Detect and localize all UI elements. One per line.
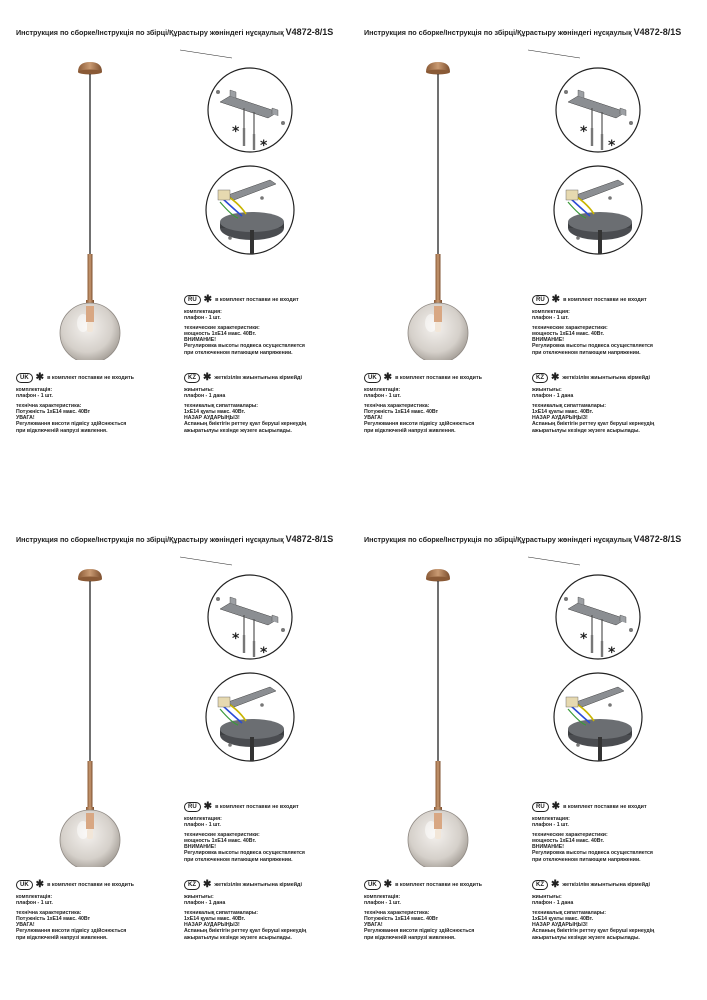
svg-text:*: * [580,124,588,140]
uk-badge: UK [16,373,33,383]
uk-section: UK ✱ в комплект поставки не входить комплектація: плафон - 1 шт. технічна характеристика: Потужність 1хЕ14 макс. 40Вт УВАГА! Регулювання висоти підвісу здійснюється при відключеній напрузі живлення. [364,372,482,434]
asterisk-icon: ✱ [203,294,213,305]
asterisk-icon: ✱ [383,879,393,890]
kz-badge: KZ [184,373,200,383]
ru-note: в комплект поставки не входит [215,296,299,303]
instruction-panel [348,0,694,470]
uk-note: в комплект поставки не входить [47,374,134,381]
kz-section: KZ ✱ жеткізілім жиынтығына кірмейді жиынтығы: плафон - 1 дана техникалық сипаттамалары: 1хЕ14 қуаты макс. 40Вт. НАЗАР АУДАРЫҢЫЗ! Аспаның биіктігін реттеу қуат беруші кернеудің ажыратылуы кезінде жүзеге асырылады. [532,372,655,434]
uk-badge: UK [16,880,33,890]
model-number: V4872-8/1S [633,534,682,544]
mounting-detail-illustration [528,527,678,787]
svg-text:*: * [232,631,240,647]
mounting-detail-illustration [180,527,330,787]
svg-text:*: * [232,124,240,140]
kz-badge: KZ [532,880,548,890]
model-number: V4872-8/1S [633,27,682,37]
kz-badge: KZ [532,373,548,383]
svg-text:*: * [580,631,588,647]
pendant-lamp-illustration [40,40,140,360]
ru-badge: RU [532,802,549,812]
ru-note: в комплект поставки не входит [215,803,299,810]
svg-text:*: * [608,645,616,661]
uk-note: в комплект поставки не входить [395,881,482,888]
ru-section: RU ✱ в комплект поставки не входит комплектация: плафон - 1 шт. технические характеристики: мощность 1хЕ14 макс. 40Вт. ВНИМАНИЕ! Регулировка высоты подвеса осуществляется при отключенном питающем напряжении. [532,294,653,356]
pendant-lamp-illustration [388,40,488,360]
instruction-panel [0,507,346,977]
mounting-detail-illustration [528,20,678,280]
kz-section: KZ ✱ жеткізілім жиынтығына кірмейді жиынтығы: плафон - 1 дана техникалық сипаттамалары: 1хЕ14 қуаты макс. 40Вт. НАЗАР АУДАРЫҢЫЗ! Аспаның биіктігін реттеу қуат беруші кернеудің ажыратылуы кезінде жүзеге асырылады. [184,372,307,434]
kz-section: KZ ✱ жеткізілім жиынтығына кірмейді жиынтығы: плафон - 1 дана техникалық сипаттамалары: 1хЕ14 қуаты макс. 40Вт. НАЗАР АУДАРЫҢЫЗ! Аспаның биіктігін реттеу қуат беруші кернеудің ажыратылуы кезінде жүзеге асырылады. [184,879,307,941]
uk-section: UK ✱ в комплект поставки не входить комплектація: плафон - 1 шт. технічна характеристика: Потужність 1хЕ14 макс. 40Вт УВАГА! Регулювання висоти підвісу здійснюється при відключеній напрузі живлення. [364,879,482,941]
asterisk-icon: ✱ [551,372,560,383]
asterisk-icon: ✱ [203,879,212,890]
ru-note: в комплект поставки не входит [563,803,647,810]
kz-note: жеткізілім жиынтығына кірмейді [214,881,302,888]
model-number: V4872-8/1S [285,27,334,37]
ru-badge: RU [184,802,201,812]
uk-badge: UK [364,373,381,383]
kz-note: жеткізілім жиынтығына кірмейді [562,881,650,888]
svg-text:*: * [260,138,268,154]
kz-section: KZ ✱ жеткізілім жиынтығына кірмейді жиынтығы: плафон - 1 дана техникалық сипаттамалары: 1хЕ14 қуаты макс. 40Вт. НАЗАР АУДАРЫҢЫЗ! Аспаның биіктігін реттеу қуат беруші кернеудің ажыратылуы кезінде жүзеге асырылады. [532,879,655,941]
ru-section: RU ✱ в комплект поставки не входит комплектация: плафон - 1 шт. технические характеристики: мощность 1хЕ14 макс. 40Вт. ВНИМАНИЕ! Регулировка высоты подвеса осуществляется при отключенном питающем напряжении. [184,801,305,863]
asterisk-icon: ✱ [35,372,45,383]
kz-note: жеткізілім жиынтығына кірмейді [214,374,302,381]
ru-badge: RU [532,295,549,305]
asterisk-icon: ✱ [203,801,213,812]
panel-title: Инструкция по сборке/Інструкція по збірці/Құрастыру жөніндегі нұсқаулық V4872-8/1S [16,27,334,37]
panel-title: Инструкция по сборке/Інструкція по збірці/Құрастыру жөніндегі нұсқаулық V4872-8/1S [16,534,334,544]
pendant-lamp-illustration [40,547,140,867]
uk-badge: UK [364,880,381,890]
instruction-panel [0,0,346,470]
svg-text:*: * [608,138,616,154]
uk-note: в комплект поставки не входить [47,881,134,888]
asterisk-icon: ✱ [551,879,560,890]
uk-section: UK ✱ в комплект поставки не входить комплектація: плафон - 1 шт. технічна характеристика: Потужність 1хЕ14 макс. 40Вт УВАГА! Регулювання висоти підвісу здійснюється при відключеній напрузі живлення. [16,372,134,434]
ru-badge: RU [184,295,201,305]
ru-section: RU ✱ в комплект поставки не входит комплектация: плафон - 1 шт. технические характеристики: мощность 1хЕ14 макс. 40Вт. ВНИМАНИЕ! Регулировка высоты подвеса осуществляется при отключенном питающем напряжении. [184,294,305,356]
kz-badge: KZ [184,880,200,890]
asterisk-icon: ✱ [383,372,393,383]
uk-note: в комплект поставки не входить [395,374,482,381]
ru-section: RU ✱ в комплект поставки не входит комплектация: плафон - 1 шт. технические характеристики: мощность 1хЕ14 макс. 40Вт. ВНИМАНИЕ! Регулировка высоты подвеса осуществляется при отключенном питающем напряжении. [532,801,653,863]
model-number: V4872-8/1S [285,534,334,544]
asterisk-icon: ✱ [35,879,45,890]
asterisk-icon: ✱ [551,801,561,812]
pendant-lamp-illustration [388,547,488,867]
asterisk-icon: ✱ [551,294,561,305]
asterisk-icon: ✱ [203,372,212,383]
panel-title: Инструкция по сборке/Інструкція по збірці/Құрастыру жөніндегі нұсқаулық V4872-8/1S [364,27,682,37]
ru-note: в комплект поставки не входит [563,296,647,303]
panel-title: Инструкция по сборке/Інструкція по збірці/Құрастыру жөніндегі нұсқаулық V4872-8/1S [364,534,682,544]
uk-section: UK ✱ в комплект поставки не входить комплектація: плафон - 1 шт. технічна характеристика: Потужність 1хЕ14 макс. 40Вт УВАГА! Регулювання висоти підвісу здійснюється при відключеній напрузі живлення. [16,879,134,941]
kz-note: жеткізілім жиынтығына кірмейді [562,374,650,381]
svg-text:*: * [260,645,268,661]
mounting-detail-illustration [180,20,330,280]
instruction-panel [348,507,694,977]
